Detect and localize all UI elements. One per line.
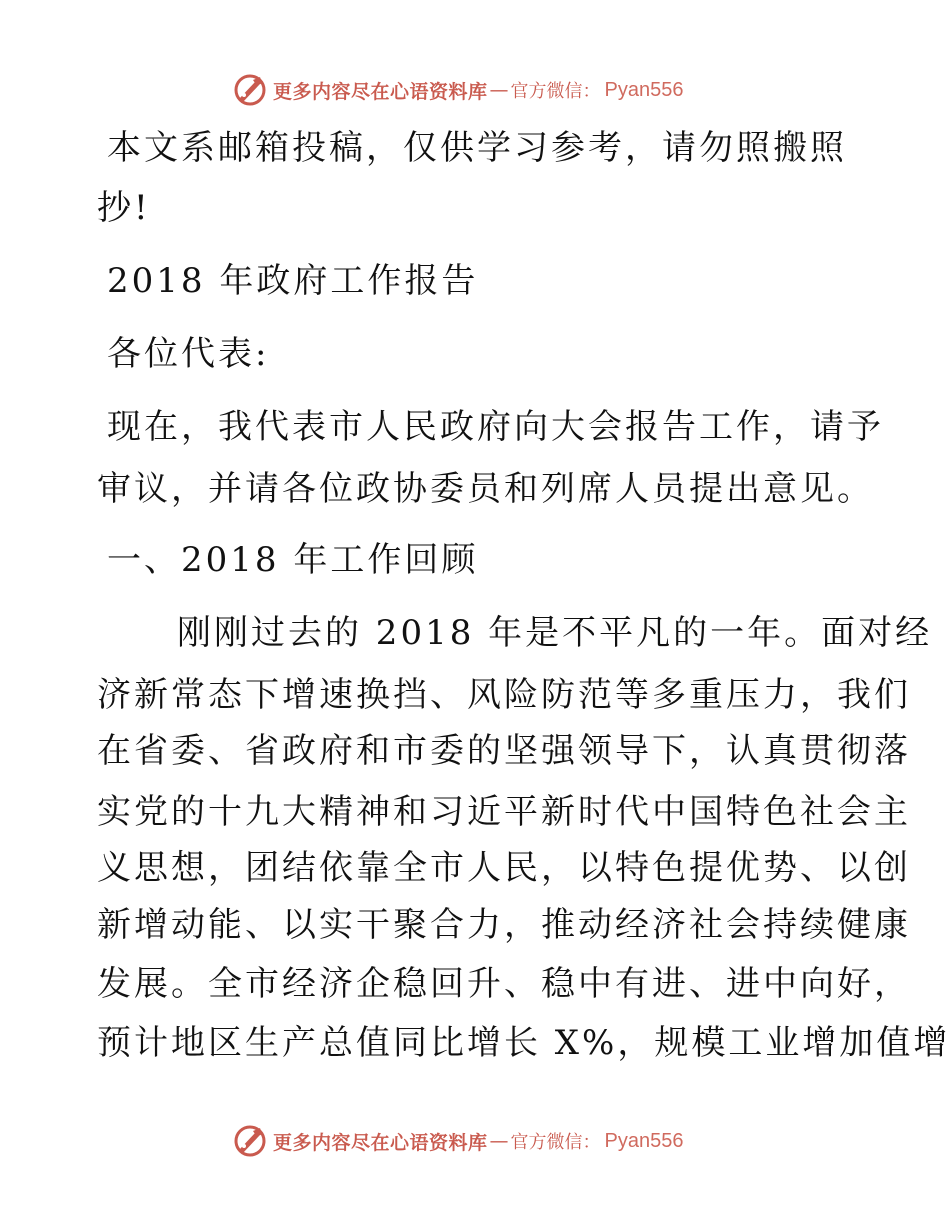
salutation: 各位代表: [107, 334, 270, 374]
body-line: 刚刚过去的 2018 年是不平凡的一年。面对经 [177, 613, 933, 653]
banner-text: 更多内容尽在心语资料库 [273, 80, 488, 103]
disclaimer-line-2: 抄! [97, 188, 151, 228]
banner-wechat-id: Pyan556 [604, 1129, 684, 1152]
section-heading: 一、2018 年工作回顾 [107, 540, 479, 580]
body-line: 义思想，团结依靠全市人民，以特色提优势、以创 [97, 848, 911, 888]
body-line: 新增动能、以实干聚合力，推动经济社会持续健康 [97, 905, 911, 945]
pen-logo-icon [233, 1124, 267, 1158]
banner-wechat-id: Pyan556 [604, 78, 684, 101]
body-line: 预计地区生产总值同比增长 X%，规模工业增加值增 [97, 1023, 950, 1063]
banner-dash: — [489, 1130, 509, 1152]
body-line: 在省委、省政府和市委的坚强领导下，认真贯彻落 [97, 731, 911, 771]
header-banner [233, 72, 683, 108]
intro-line-2: 审议，并请各位政协委员和列席人员提出意见。 [97, 469, 874, 509]
banner-wechat-label: 官方微信： [510, 81, 601, 102]
body-line: 实党的十九大精神和习近平新时代中国特色社会主 [97, 792, 911, 832]
intro-line-1: 现在，我代表市人民政府向大会报告工作，请予 [107, 407, 884, 447]
document-title: 2018 年政府工作报告 [107, 261, 479, 301]
banner-dash: — [489, 79, 509, 101]
body-line: 发展。全市经济企稳回升、稳中有进、进中向好， [97, 964, 911, 1004]
body-line: 济新常态下增速换挡、风险防范等多重压力，我们 [97, 675, 911, 715]
banner-text: 更多内容尽在心语资料库 [273, 1131, 488, 1154]
footer-banner [233, 1123, 683, 1159]
pen-logo-icon [233, 73, 267, 107]
banner-wechat-label: 官方微信： [510, 1132, 601, 1153]
disclaimer-line-1: 本文系邮箱投稿，仅供学习参考，请勿照搬照 [107, 128, 847, 168]
